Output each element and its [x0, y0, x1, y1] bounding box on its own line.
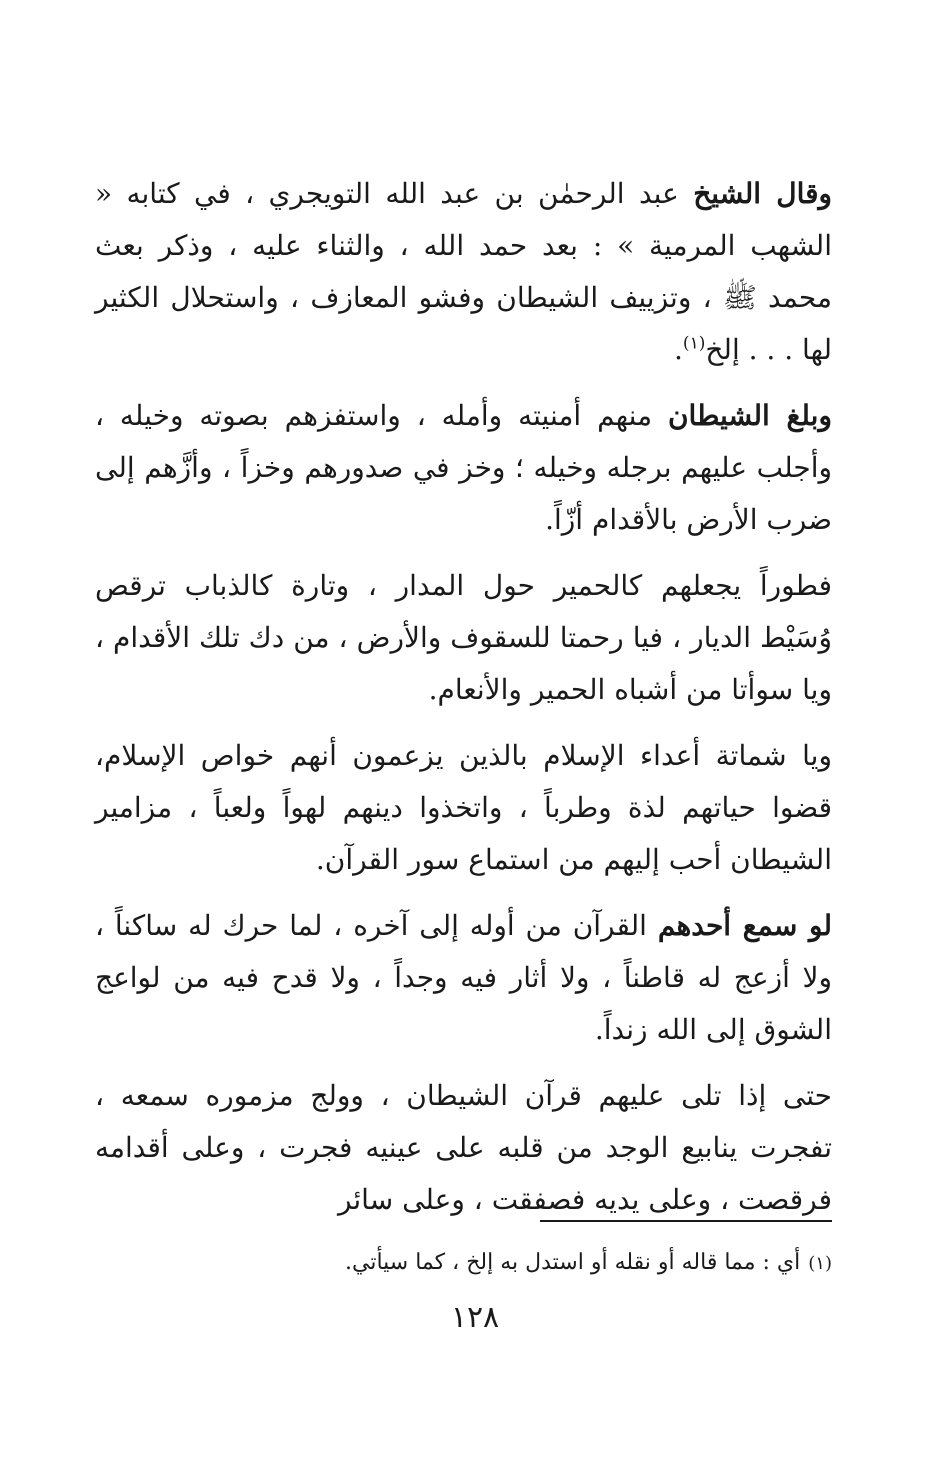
paragraph-lead: وقال الشيخ	[693, 177, 833, 210]
footnote-reference[interactable]: (١)	[682, 333, 706, 354]
paragraph-3	[95, 560, 832, 716]
paragraph-text: حتى إذا تلى عليهم قرآن الشيطان ، وولج مزموره سمعه ، تفجرت ينابيع الوجد من قلبه على عينيه فجرت ، وعلى أقدامه فرقصت ، وعلى يديه فصفقت ، وعلى سائر	[95, 1079, 832, 1216]
paragraph-text: فطوراً يجعلهم كالحمير حول المدار ، وتارة كالذباب ترقص وُسَيْط الديار ، فيا رحمتا للسقوف والأرض ، من دك تلك الأقدام ، ويا سوأتا من أشباه الحمير والأنعام.	[95, 569, 832, 706]
paragraph-5	[95, 900, 832, 1056]
footnote-divider	[540, 1220, 832, 1222]
paragraph-lead: لو سمع أحدهم	[657, 909, 833, 942]
paragraph-text: منهم أمنيته وأمله ، واستفزهم بصوته وخيله ، وأجلب عليهم برجله وخيله ؛ وخز في صدورهم وخزاً ، وأزَّهم إلى ضرب الأرض بالأقدام أزّاً.	[95, 399, 832, 536]
paragraph-tail: .	[674, 333, 683, 366]
paragraph-text: ويا شماتة أعداء الإسلام بالذين يزعمون أنهم خواص الإسلام، قضوا حياتهم لذة وطرباً ، واتخذوا دينهم لهواً ولعباً ، مزامير الشيطان أحب إليهم من استماع سور القرآن.	[95, 739, 832, 876]
paragraph-2	[95, 390, 832, 546]
page-body	[95, 168, 832, 1240]
paragraph-lead: وبلغ الشيطان	[667, 399, 832, 432]
paragraph-6	[95, 1070, 832, 1226]
paragraph-1	[95, 168, 832, 376]
footnote-text: أي : مما قاله أو نقله أو استدل به إلخ ، كما سيأتي.	[345, 1250, 801, 1275]
paragraph-4	[95, 730, 832, 886]
footnote	[95, 1248, 832, 1279]
footnote-marker: (١)	[808, 1253, 832, 1274]
page-number: ١٢٨	[450, 1300, 500, 1335]
paragraph-text: عبد الرحمٰن بن عبد الله التويجري ، في كتابه « الشهب المرمية » : بعد حمد الله ، والثناء عليه ، وذكر بعث محمد ﷺ ، وتزييف الشيطان وفشو المعازف ، واستحلال الكثير لها . . . إلخ	[95, 177, 832, 366]
paragraph-text: القرآن من أوله إلى آخره ، لما حرك له ساكناً ، ولا أزعج له قاطناً ، ولا أثار فيه وجداً ، ولا قدح فيه من لواعج الشوق إلى الله زنداً.	[95, 909, 832, 1046]
